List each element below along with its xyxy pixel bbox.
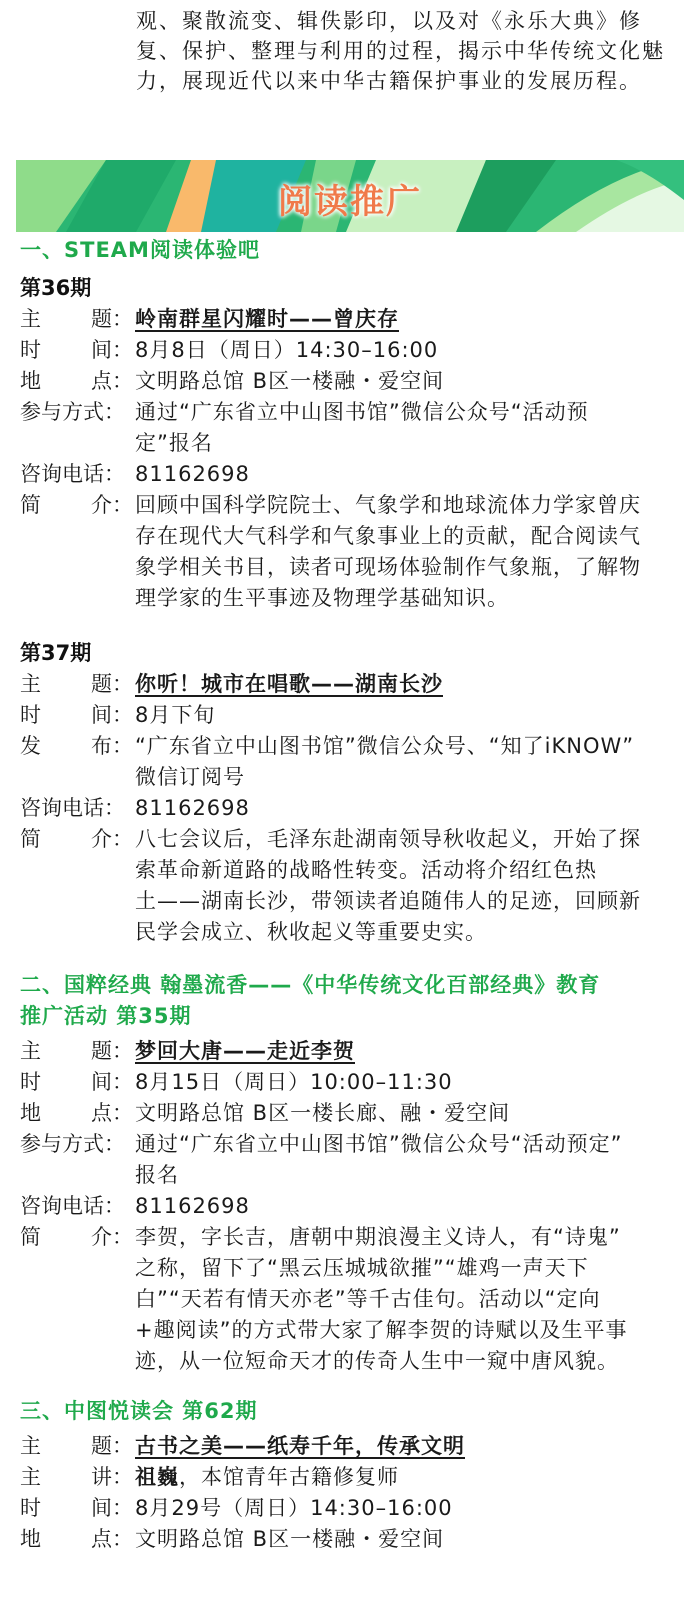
time-value: 8月15日（周日）10:00–11:30: [135, 1070, 453, 1094]
join-value: 通过“广东省立中山图书馆”微信公众号“活动预 定”报名: [135, 400, 589, 455]
label-theme: 主 题：: [20, 307, 133, 331]
label-join: 参与方式：: [20, 1132, 125, 1156]
speaker-desc: ，本馆青年古籍修复师: [179, 1465, 399, 1489]
row-theme: [20, 669, 680, 700]
row-theme: [20, 1431, 680, 1462]
intro-line: 观、聚散流变、辑佚影印，以及对《永乐大典》修: [136, 9, 642, 33]
label-tel: 咨询电话：: [20, 462, 125, 486]
label-time: 时 间：: [20, 1070, 133, 1094]
row-intro: [20, 490, 680, 614]
tel-value: 81162698: [135, 1194, 250, 1218]
row-time: [20, 1067, 680, 1098]
label-time: 时 间：: [20, 338, 133, 362]
label-place: 地 点：: [20, 1101, 133, 1125]
row-place: [20, 366, 680, 397]
row-intro: [20, 824, 680, 948]
intro-value: 八七会议后，毛泽东赴湖南领导秋收起义，开始了探 索革命新道路的战略性转变。活动将介绍红色热 土——湖南长沙，带领读者追随伟人的足迹，回顾新 民学会成立、秋收起义等重要史实。: [135, 827, 641, 944]
row-tel: [20, 793, 680, 824]
row-time: [20, 1493, 680, 1524]
row-time: [20, 700, 680, 731]
row-publish: [20, 731, 680, 793]
row-theme: [20, 1036, 680, 1067]
intro-value: 回顾中国科学院院士、气象学和地球流体力学家曾庆 存在现代大气科学和气象事业上的贡献，配合阅读气 象学相关书目，读者可现场体验制作气象瓶，了解物 理学家的生平事迹及物理学基础知识。: [135, 493, 641, 610]
row-place: [20, 1098, 680, 1129]
label-place: 地 点：: [20, 1527, 133, 1551]
intro-value: 李贺，字长吉，唐朝中期浪漫主义诗人，有“诗鬼” 之称，留下了“黑云压城城欲摧”“雄鸡一声天下 白”“天若有情天亦老”等千古佳句。活动以“定向 +趣阅读”的方式带大家了解李贺的诗赋以及生平事 迹，从一位短命天才的传奇人生中一窥中唐风貌。: [135, 1225, 628, 1373]
place-value: 文明路总馆 B区一楼融・爱空间: [135, 369, 445, 393]
theme-value: 古书之美——纸寿千年，传承文明: [135, 1434, 465, 1458]
issue-number: 第36期: [20, 276, 92, 300]
label-time: 时 间：: [20, 703, 133, 727]
label-intro: 简 介：: [20, 1225, 133, 1249]
publish-value: “广东省立中山图书馆”微信公众号、“知了iKNOW” 微信订阅号: [135, 734, 635, 789]
label-theme: 主 题：: [20, 1434, 133, 1458]
label-place: 地 点：: [20, 369, 133, 393]
row-tel: [20, 1191, 680, 1222]
label-theme: 主 题：: [20, 672, 133, 696]
intro-line: 力，展现近代以来中华古籍保护事业的发展历程。: [136, 69, 642, 93]
row-theme: [20, 304, 680, 335]
label-time: 时 间：: [20, 1496, 133, 1520]
banner-title: 阅读推广: [278, 182, 422, 222]
theme-value: 岭南群星闪耀时——曾庆存: [135, 307, 399, 331]
issue-number: 第37期: [20, 641, 92, 665]
label-intro: 简 介：: [20, 827, 133, 851]
theme-value: 梦回大唐——走近李贺: [135, 1039, 355, 1063]
intro-paragraph: [136, 6, 676, 96]
section-heading-classics: 二、国粹经典 翰墨流香——《中华传统文化百部经典》教育 推广活动 第35期: [20, 973, 601, 1028]
section-heading-reading-club: 三、中图悦读会 第62期: [20, 1399, 258, 1423]
join-value: 通过“广东省立中山图书馆”微信公众号“活动预定” 报名: [135, 1132, 623, 1187]
reading-promotion-banner: [16, 160, 684, 232]
section-heading-steam: 一、STEAM阅读体验吧: [20, 238, 260, 262]
tel-value: 81162698: [135, 796, 250, 820]
place-value: 文明路总馆 B区一楼长廊、融・爱空间: [135, 1101, 511, 1125]
label-speaker: 主 讲：: [20, 1465, 133, 1489]
time-value: 8月8日（周日）14:30–16:00: [135, 338, 439, 362]
label-join: 参与方式：: [20, 400, 125, 424]
row-tel: [20, 459, 680, 490]
row-speaker: [20, 1462, 680, 1493]
speaker-value: [135, 1462, 680, 1493]
theme-value: 你听！城市在唱歌——湖南长沙: [135, 672, 443, 696]
speaker-name: 祖巍: [135, 1465, 179, 1489]
label-publish: 发 布：: [20, 734, 133, 758]
row-join: [20, 1129, 680, 1191]
label-tel: 咨询电话：: [20, 1194, 125, 1218]
label-theme: 主 题：: [20, 1039, 133, 1063]
time-value: 8月29号（周日）14:30–16:00: [135, 1496, 453, 1520]
label-tel: 咨询电话：: [20, 796, 125, 820]
row-join: [20, 397, 680, 459]
tel-value: 81162698: [135, 462, 250, 486]
label-intro: 简 介：: [20, 493, 133, 517]
row-time: [20, 335, 680, 366]
row-intro: [20, 1222, 680, 1377]
row-place: [20, 1524, 680, 1555]
intro-line: 复、保护、整理与利用的过程，揭示中华传统文化魅: [136, 39, 665, 63]
time-value: 8月下旬: [135, 703, 216, 727]
place-value: 文明路总馆 B区一楼融・爱空间: [135, 1527, 445, 1551]
